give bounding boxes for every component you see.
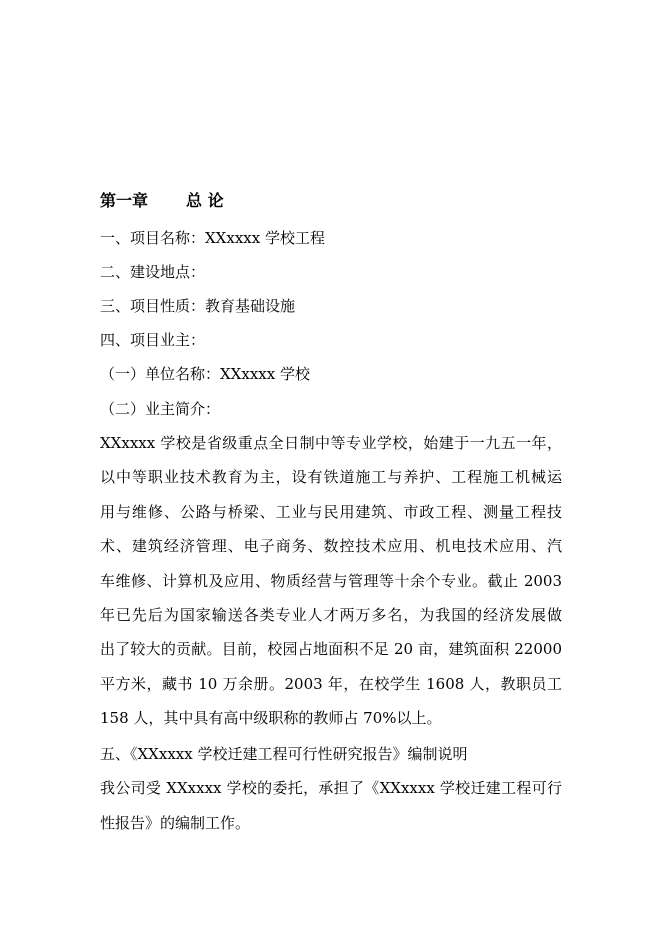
item-project-owner: 四、项目业主： [100,331,206,349]
paragraph-line: 用与维修、公路与桥梁、工业与民用建筑、市政工程、测量工程技 [100,502,562,521]
paragraph-line: 性报告》的编制工作。 [100,814,251,832]
paragraph-line: 出了较大的贡献。目前，校园占地面积不足 20 亩，建筑面积 22000 [100,640,562,659]
chapter-title: 总 论 [186,191,224,210]
item-project-name: 一、项目名称：XXxxxx 学校工程 [100,229,325,247]
paragraph-line: 平方米，藏书 10 万余册。2003 年，在校学生 1608 人，教职员工 [100,674,562,693]
owner-intro-paragraph [100,432,562,742]
paragraph-line: 车维修、计算机及应用、物质经营与管理等十余个专业。截止 2003 [100,571,562,590]
paragraph-line: 年已先后为国家输送各类专业人才两万多名，为我国的经济发展做 [100,605,562,624]
item-location: 二、建设地点： [100,263,206,281]
chapter-label: 第一章 [100,191,149,210]
paragraph-line: 术、建筑经济管理、电子商务、数控技术应用、机电技术应用、汽 [100,537,562,556]
item-unit-name: （一）单位名称：XXxxxx 学校 [100,365,310,383]
paragraph-line: XXxxxx 学校是省级重点全日制中等专业学校，始建于一九五一年， [100,434,562,452]
paragraph-line: 以中等职业技术教育为主，设有铁道施工与养护、工程施工机械运 [100,468,562,487]
item-project-nature: 三、项目性质：教育基础设施 [100,297,296,315]
chapter-heading [100,190,224,212]
item-owner-intro: （二）业主简介： [100,400,221,418]
paragraph-line: 我公司受 XXxxxx 学校的委托，承担了《XXxxxx 学校迁建工程可行 [100,779,562,797]
section5-heading: 五、《XXxxxx 学校迁建工程可行性研究报告》编制说明 [100,745,468,763]
section5-paragraph [100,777,562,847]
paragraph-line: 158 人，其中具有高中级职称的教师占 70%以上。 [100,709,442,728]
